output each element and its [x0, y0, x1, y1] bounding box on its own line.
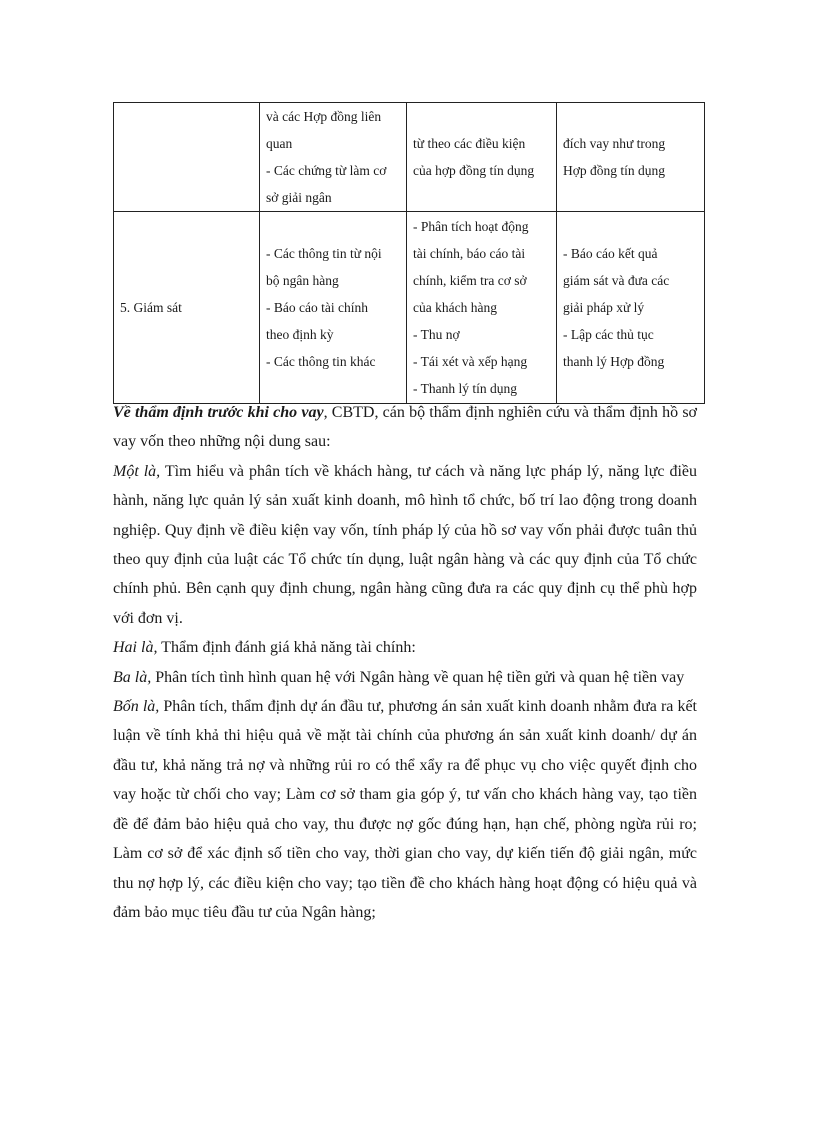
table-cell-outputs	[557, 212, 705, 404]
table-cell-activities	[407, 103, 557, 212]
cell-line: - Thu nợ	[413, 327, 460, 342]
paragraph-text: , CBTD, cán bộ thẩm định nghiên cứu và thẩm định hồ sơ vay vốn theo những nội dung sau:	[113, 404, 698, 451]
cell-line: thanh lý Hợp đồng	[563, 354, 665, 369]
cell-line: và các Hợp đồng liên	[266, 109, 382, 124]
table-cell-stage	[114, 103, 260, 212]
process-table	[113, 102, 705, 404]
table-cell-inputs	[260, 103, 407, 212]
paragraph-two	[113, 633, 697, 662]
paragraph-four	[113, 692, 697, 927]
paragraph-lead: Về thẩm định trước khi cho vay	[113, 404, 324, 421]
paragraph-one	[113, 457, 697, 633]
cell-line: - Các thông tin từ nội	[266, 246, 382, 261]
cell-line: - Tái xét và xếp hạng	[413, 354, 528, 369]
paragraph-intro	[113, 398, 697, 457]
paragraph-text: Phân tích, thẩm định dự án đầu tư, phương án sản xuất kinh doanh nhằm đưa ra kết luận về tính khả thi hiệu quả về mặt tài chính của phương án sản xuất kinh doanh/ dự án đầu tư, khả năng trả nợ và những rủi ro có thể xẩy ra để phục vụ cho việc quyết định cho vay hoặc từ chối cho vay; Làm cơ sở tham gia góp ý, tư vấn cho khách hàng vay, tạo tiền đề để đảm bảo hiệu quả cho vay, thu được nợ gốc đúng hạn, hạn chế, phòng ngừa rủi ro; Làm cơ sở để xác định số tiền cho vay, thời gian cho vay, dự kiến tiến độ giải ngân, mức thu nợ hợp lý, các điều kiện cho vay; tạo tiền đề cho khách hàng hoạt động có hiệu quả và đảm bảo mục tiêu đầu tư của Ngân hàng;	[113, 698, 698, 921]
cell-line: của khách hàng	[413, 300, 497, 315]
paragraph-lead: Ba là,	[113, 668, 152, 686]
cell-line: từ theo các điều kiện	[413, 136, 526, 151]
cell-line: giải pháp xử lý	[563, 300, 645, 315]
cell-line: sở giải ngân	[266, 190, 332, 205]
cell-line: quan	[266, 136, 293, 151]
cell-line: - Báo cáo kết quả	[563, 246, 658, 261]
cell-line: - Báo cáo tài chính	[266, 300, 368, 315]
table-cell-activities	[407, 212, 557, 404]
paragraph-lead: Một là,	[113, 462, 161, 480]
cell-line: theo định kỳ	[266, 327, 334, 342]
cell-line: chính, kiểm tra cơ sở	[413, 273, 527, 288]
cell-line: của hợp đồng tín dụng	[413, 163, 535, 178]
cell-line: - Thanh lý tín dụng	[413, 381, 517, 396]
paragraph-text: Phân tích tình hình quan hệ với Ngân hàng về quan hệ tiền gửi và quan hệ tiền vay	[151, 668, 685, 686]
table-cell-stage	[114, 212, 260, 404]
cell-line: bộ ngân hàng	[266, 273, 339, 288]
paragraph-text: Tìm hiểu và phân tích về khách hàng, tư cách và năng lực pháp lý, năng lực điều hành, năng lực quản lý sản xuất kinh doanh, mô hình tổ chức, bố trí lao động trong doanh nghiệp. Quy định về điều kiện vay vốn, tính pháp lý của hồ sơ vay vốn phải được tuân thủ theo quy định của luật các Tổ chức tín dụng, luật ngân hàng và các quy định của Tổ chức chính phủ. Bên cạnh quy định chung, ngân hàng cũng đưa ra các quy định cụ thể phù hợp với đơn vị.	[113, 462, 698, 627]
table-row	[114, 103, 705, 212]
paragraph-lead: Bốn là,	[113, 698, 160, 716]
cell-line: - Các thông tin khác	[266, 354, 376, 369]
body-text	[113, 398, 697, 927]
paragraph-lead: Hai là,	[113, 639, 158, 657]
paragraph-text: Thẩm định đánh giá khả năng tài chính:	[157, 639, 416, 657]
table-cell-outputs	[557, 103, 705, 212]
cell-line: giám sát và đưa các	[563, 273, 670, 288]
cell-line: - Lập các thủ tục	[563, 327, 654, 342]
cell-line: - Các chứng từ làm cơ	[266, 163, 387, 178]
table-row	[114, 212, 705, 404]
cell-line: 5. Giám sát	[120, 300, 182, 315]
paragraph-three	[113, 663, 697, 692]
cell-line: Hợp đồng tín dụng	[563, 163, 666, 178]
table-cell-inputs	[260, 212, 407, 404]
cell-line: đích vay như trong	[563, 136, 666, 151]
cell-line: - Phân tích hoạt động	[413, 219, 529, 234]
cell-line: tài chính, báo cáo tài	[413, 246, 526, 261]
